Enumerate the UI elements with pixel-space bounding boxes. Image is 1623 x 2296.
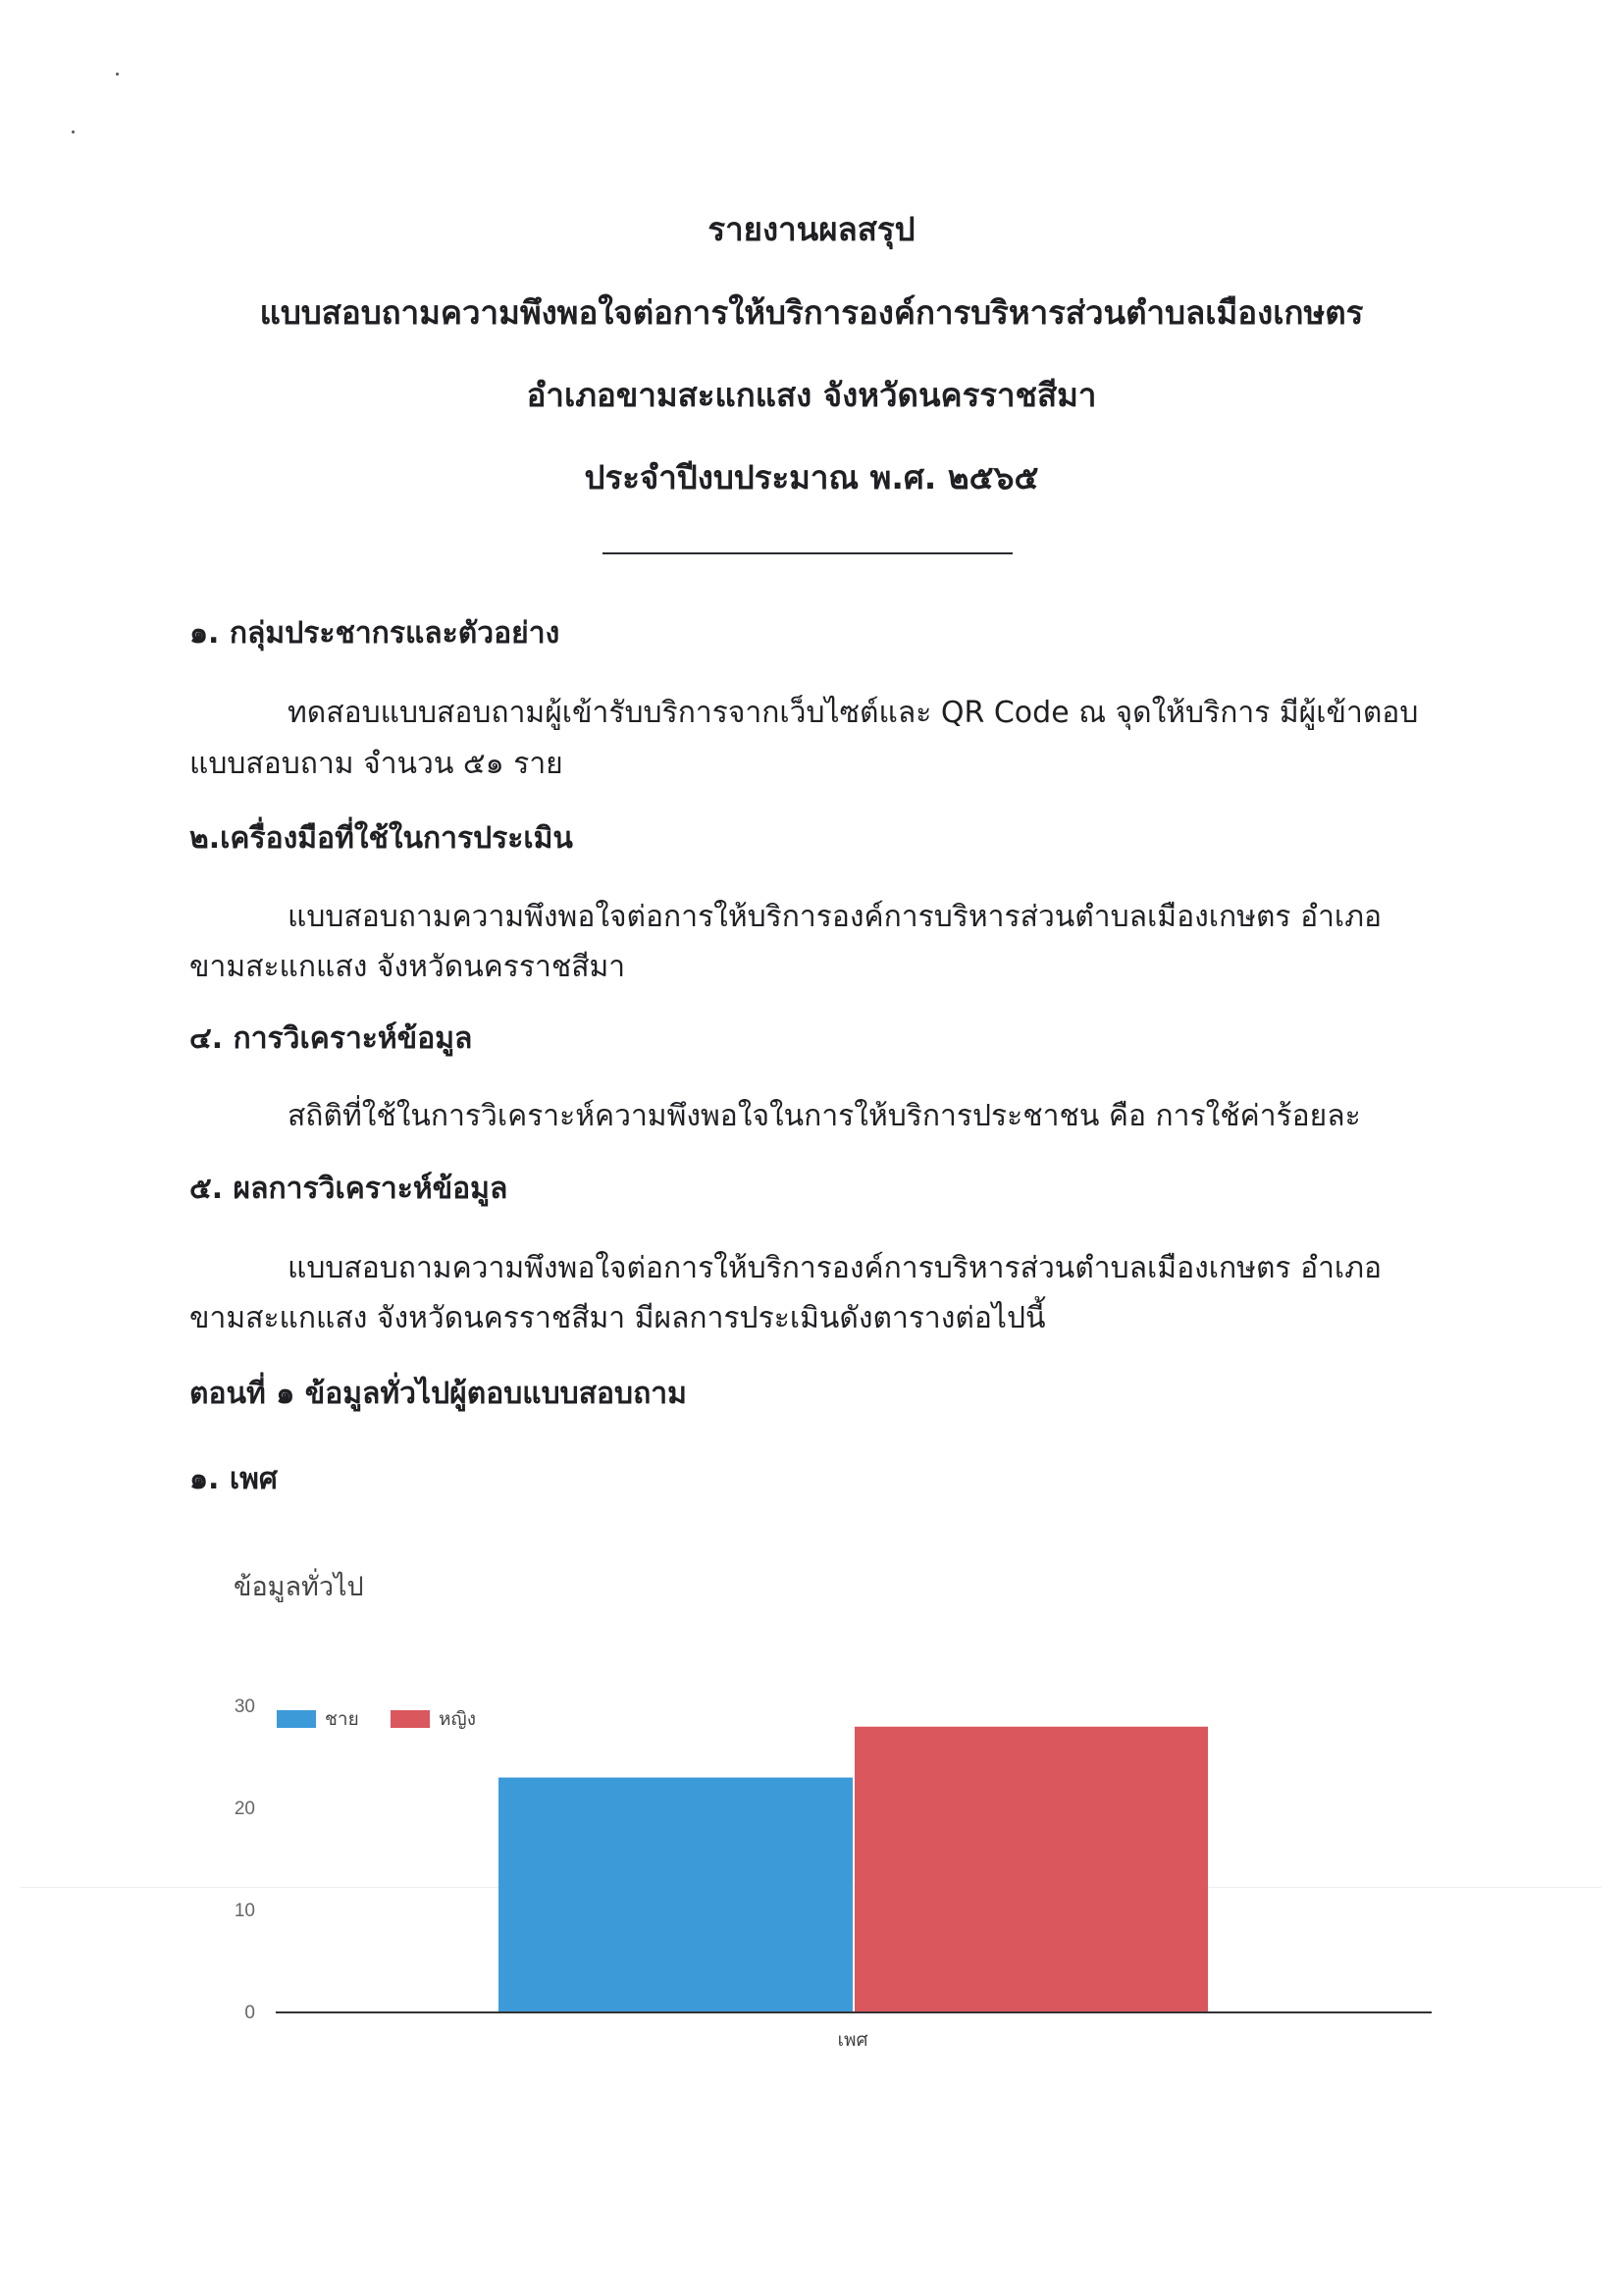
y-tick-label: 0 xyxy=(244,2003,255,2023)
legend-label-male: ชาย xyxy=(325,1708,359,1730)
gender-heading: ๑. เพศ xyxy=(189,1462,278,1496)
section-5-paragraph-line-2: ขามสะแกแสง จังหวัดนครราชสีมา มีผลการประเมินดังตารางต่อไปนี้ xyxy=(189,1301,1046,1335)
section-1-paragraph-line-1: ทดสอบแบบสอบถามผู้เข้ารับบริการจากเว็บไซต์และ QR Code ณ จุดให้บริการ มีผู้เข้าตอบ xyxy=(288,696,1419,730)
section-2-paragraph-line-1: แบบสอบถามความพึงพอใจต่อการให้บริการองค์การบริหารส่วนตำบลเมืองเกษตร อำเภอ xyxy=(288,900,1382,934)
part-1-heading: ตอนที่ ๑ ข้อมูลทั่วไปผู้ตอบแบบสอบถาม xyxy=(189,1377,687,1411)
section-2-heading: ๒.เครื่องมือที่ใช้ในการประเมิน xyxy=(189,821,573,856)
section-1-paragraph-line-2: แบบสอบถาม จำนวน ๕๑ ราย xyxy=(189,747,563,781)
bar-male xyxy=(498,1778,853,2011)
section-5-paragraph-line-1: แบบสอบถามความพึงพอใจต่อการให้บริการองค์การบริหารส่วนตำบลเมืองเกษตร อำเภอ xyxy=(288,1251,1382,1285)
y-tick-label: 30 xyxy=(234,1696,255,1717)
x-category-label: เพศ xyxy=(837,2029,868,2051)
report-title: รายงานผลสรุป xyxy=(707,210,916,248)
section-4-paragraph-line-1: สถิติที่ใช้ในการวิเคราะห์ความพึงพอใจในการให้บริการประชาชน คือ การใช้ค่าร้อยละ xyxy=(288,1099,1361,1133)
bar-female xyxy=(855,1727,1208,2011)
legend-label-female: หญิง xyxy=(439,1708,476,1730)
y-tick-label: 20 xyxy=(234,1799,255,1819)
section-5-heading: ๕. ผลการวิเคราะห์ข้อมูล xyxy=(189,1172,508,1206)
section-4-heading: ๔. การวิเคราะห์ข้อมูล xyxy=(189,1021,473,1056)
y-tick-label: 10 xyxy=(234,1901,255,1921)
report-subtitle: แบบสอบถามความพึงพอใจต่อการให้บริการองค์การบริหารส่วนตำบลเมืองเกษตร xyxy=(259,293,1364,332)
report-fiscal-year: ประจำปีงบประมาณ พ.ศ. ๒๕๖๕ xyxy=(584,458,1039,496)
section-1-heading: ๑. กลุ่มประชากรและตัวอย่าง xyxy=(189,616,560,651)
legend-swatch-male xyxy=(277,1710,316,1728)
report-district: อำเภอขามสะแกแสง จังหวัดนครราชสีมา xyxy=(526,376,1097,414)
legend-swatch-female xyxy=(391,1710,430,1728)
chart-title: ข้อมูลทั่วไป xyxy=(234,1572,364,1602)
section-2-paragraph-line-2: ขามสะแกแสง จังหวัดนครราชสีมา xyxy=(189,950,626,984)
